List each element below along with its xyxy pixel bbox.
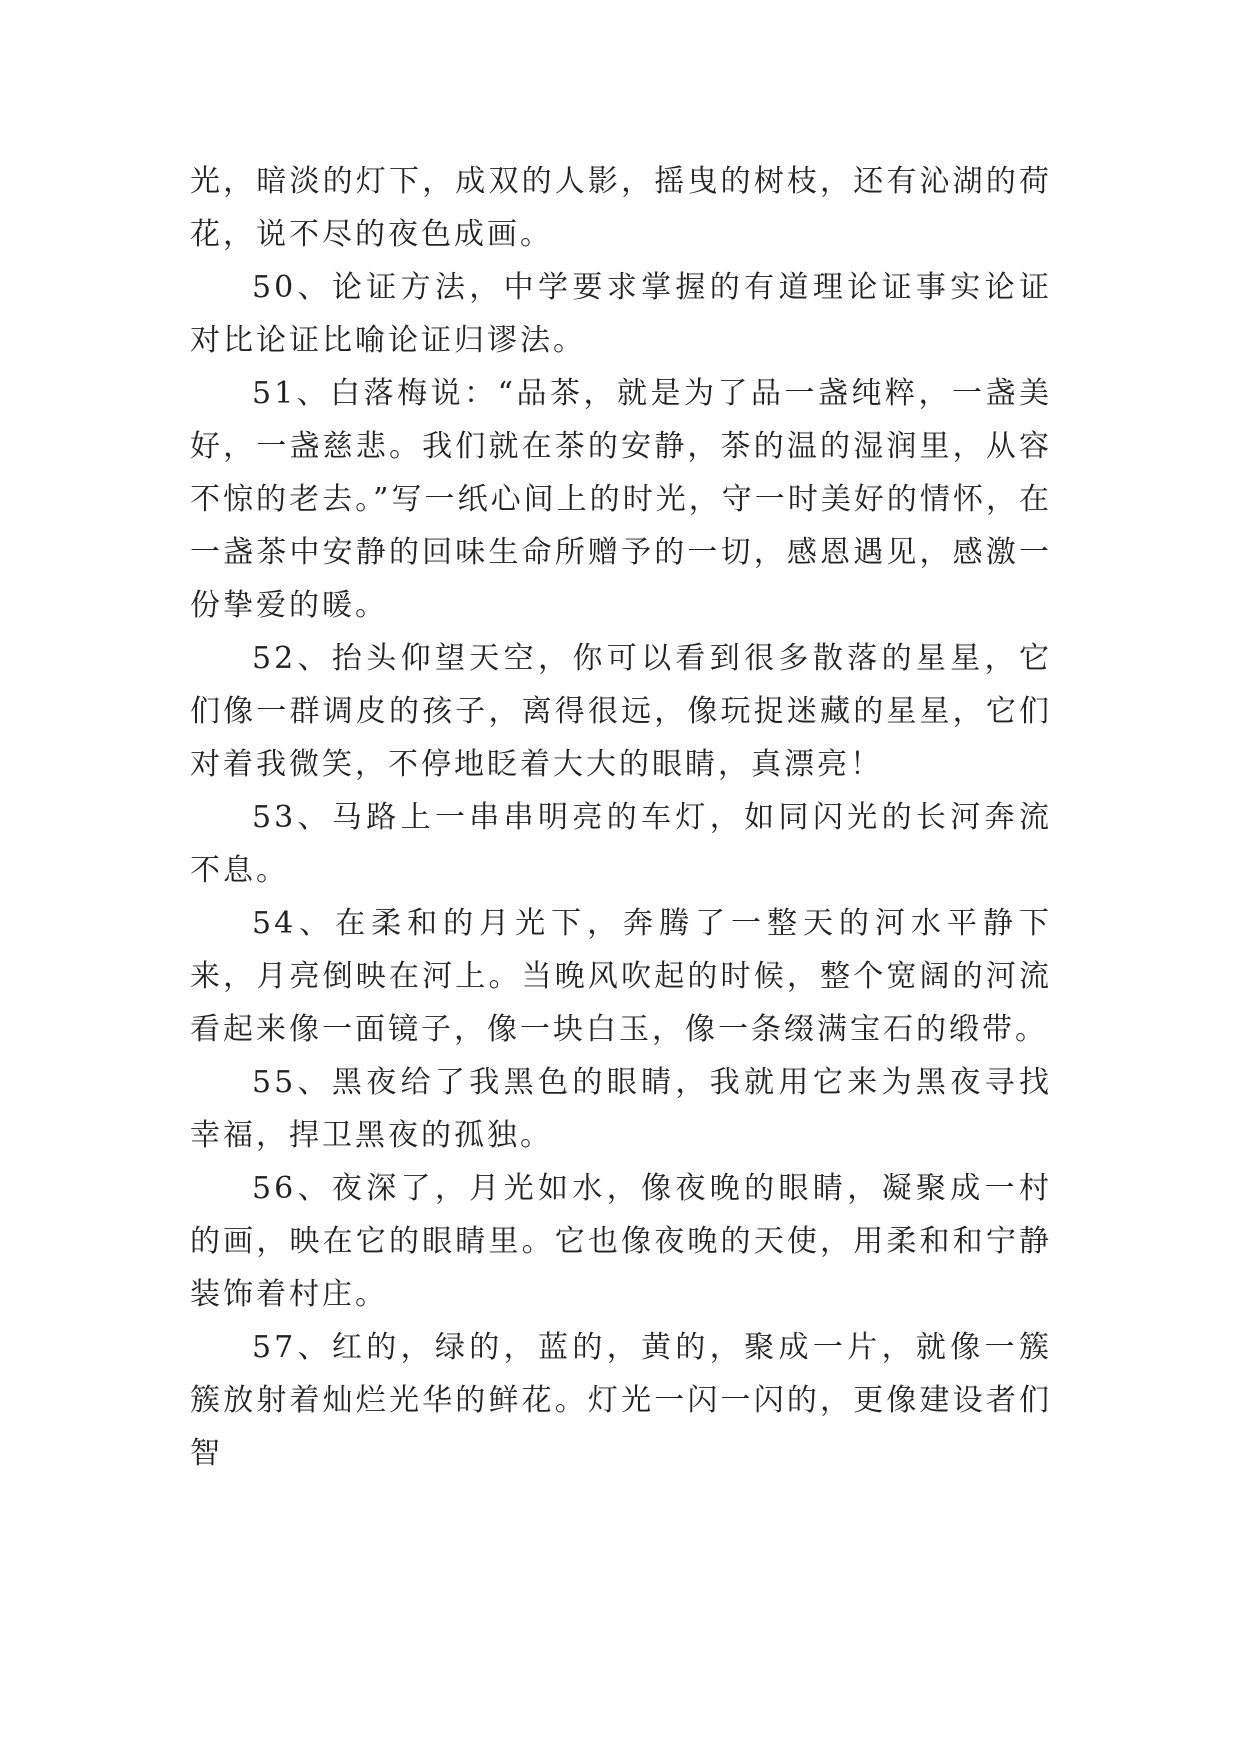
paragraph-continuation: 光，暗淡的灯下，成双的人影，摇曳的树枝，还有沁湖的荷花，说不尽的夜色成画。 — [190, 164, 1052, 252]
document-body — [190, 155, 1052, 1480]
paragraph-57: 57、红的，绿的，蓝的，黄的，聚成一片，就像一簇簇放射着灿烂光华的鲜花。灯光一闪一闪的，更像建设者们智 — [190, 1330, 1052, 1471]
paragraph-53: 53、马路上一串串明亮的车灯，如同闪光的长河奔流不息。 — [190, 800, 1052, 888]
paragraph-52: 52、抬头仰望天空，你可以看到很多散落的星星，它们像一群调皮的孩子，离得很远，像玩捉迷藏的星星，它们对着我微笑，不停地眨着大大的眼睛，真漂亮！ — [190, 641, 1052, 782]
paragraph-51: 51、白落梅说：“品茶，就是为了品一盏纯粹，一盏美好，一盏慈悲。我们就在茶的安静，茶的温的湿润里，从容不惊的老去。”写一纸心间上的时光，守一时美好的情怀，在一盏茶中安静的回味生命所赠予的一切，感恩遇见，感激一份挚爱的暖。 — [190, 376, 1052, 623]
paragraph-50: 50、论证方法，中学要求掌握的有道理论证事实论证对比论证比喻论证归谬法。 — [190, 270, 1052, 358]
paragraph-54: 54、在柔和的月光下，奔腾了一整天的河水平静下来，月亮倒映在河上。当晚风吹起的时候，整个宽阔的河流看起来像一面镜子，像一块白玉，像一条缀满宝石的缎带。 — [190, 906, 1052, 1047]
paragraph-55: 55、黑夜给了我黑色的眼睛，我就用它来为黑夜寻找幸福，捍卫黑夜的孤独。 — [190, 1065, 1052, 1153]
paragraph-56: 56、夜深了，月光如水，像夜晚的眼睛，凝聚成一村的画，映在它的眼睛里。它也像夜晚的天使，用柔和和宁静装饰着村庄。 — [190, 1171, 1052, 1312]
